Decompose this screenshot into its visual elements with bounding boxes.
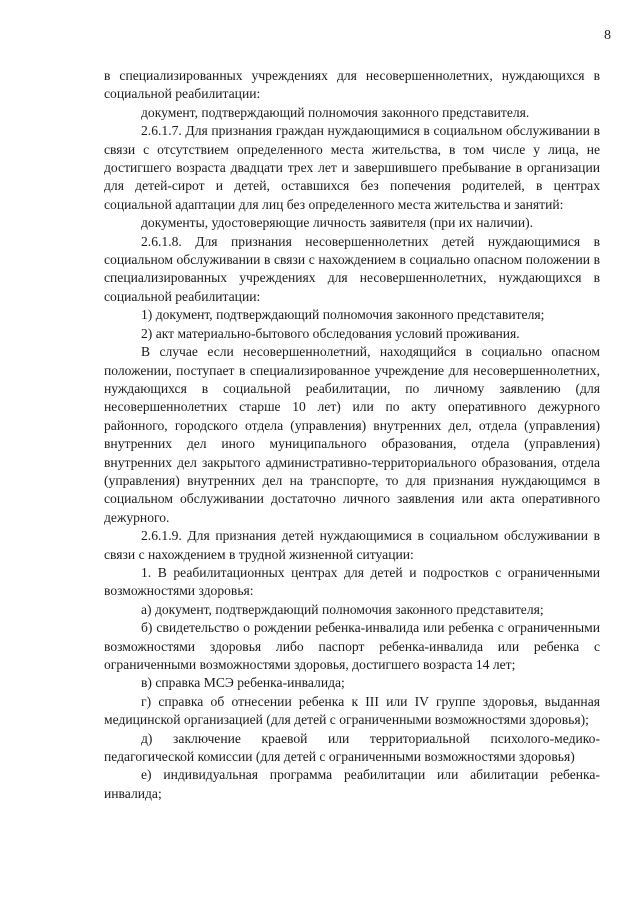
document-body: [104, 67, 600, 803]
list-item-g: г) справка об отнесении ребенка к III или IV группе здоровья, выданная медицинской организацией (для детей с ограниченными возможностями здоровья);: [104, 693, 600, 728]
paragraph-identity-docs: документы, удостоверяющие личность заявителя (при их наличии).: [141, 215, 534, 231]
list-item-d: д) заключение краевой или территориальной психолого-медико-педагогической комиссии (для детей с ограниченными возможностями здоровья): [104, 730, 600, 765]
list-item-a: а) документ, подтверждающий полномочия законного представителя;: [141, 601, 544, 617]
list-item-v: в) справка МСЭ ребенка-инвалида;: [141, 675, 345, 691]
list-item-2: 2) акт материально-бытового обследования условий проживания.: [141, 325, 520, 341]
paragraph-special-case: В случае если несовершеннолетний, находящийся в социально опасном положении, поступает в специализированное учреждение для несовершеннолетних, нуждающихся в социальной реабилитации, по личному заявлению (для несовершеннолетних старше 10 лет) или по акту оперативного дежурного районного, городского отдела (управления) внутренних дел, отдела (управления) внутренних дел иного муниципального образования, отдела (управления) внутренних дел закрытого административно-территориального образования, отдела (управления) внутренних дел на транспорте, то для признания нуждающимся в социальном обслуживании достаточно личного заявления или акта оперативного дежурного.: [104, 344, 600, 525]
paragraph-2-6-1-9: 2.6.1.9. Для признания детей нуждающимися в социальном обслуживании в связи с нахождением в трудной жизненной ситуации:: [104, 528, 600, 562]
paragraph-0-continuation: в специализированных учреждениях для несовершеннолетних, нуждающихся в социальной реабилитации:: [104, 68, 600, 102]
list-item-e: е) индивидуальная программа реабилитации или абилитации ребенка-инвалида;: [104, 767, 600, 801]
paragraph-2-6-1-7: 2.6.1.7. Для признания граждан нуждающимися в социальном обслуживании в связи с отсутствием определенного места жительства, в том числе у лица, не достигшего возраста двадцати трех лет и завершившего пребывание в организации для детей-сирот и детей, оставшихся без попечения родителей, в центрах социальной адаптации для лиц без определенного места жительства и занятий:: [104, 123, 600, 212]
paragraph-2-6-1-8: 2.6.1.8. Для признания несовершеннолетних детей нуждающимися в социальном обслуживании в связи с нахождением в социально опасном положении в специализированных учреждениях для несовершеннолетних, нуждающихся в социальной реабилитации:: [104, 233, 600, 304]
paragraph-legal-rep-doc: документ, подтверждающий полномочия законного представителя.: [141, 104, 530, 120]
paragraph-rehab-centers: 1. В реабилитационных центрах для детей и подростков с ограниченными возможностями здоровья:: [104, 564, 600, 599]
page-number: 8: [604, 28, 611, 43]
list-item-1: 1) документ, подтверждающий полномочия законного представителя;: [141, 307, 545, 323]
list-item-b: б) свидетельство о рождении ребенка-инвалида или ребенка с ограниченными возможностями здоровья либо паспорт ребенка-инвалида или ребенка с ограниченными возможностями здоровья, достигшего возраста 14 лет;: [104, 620, 600, 672]
